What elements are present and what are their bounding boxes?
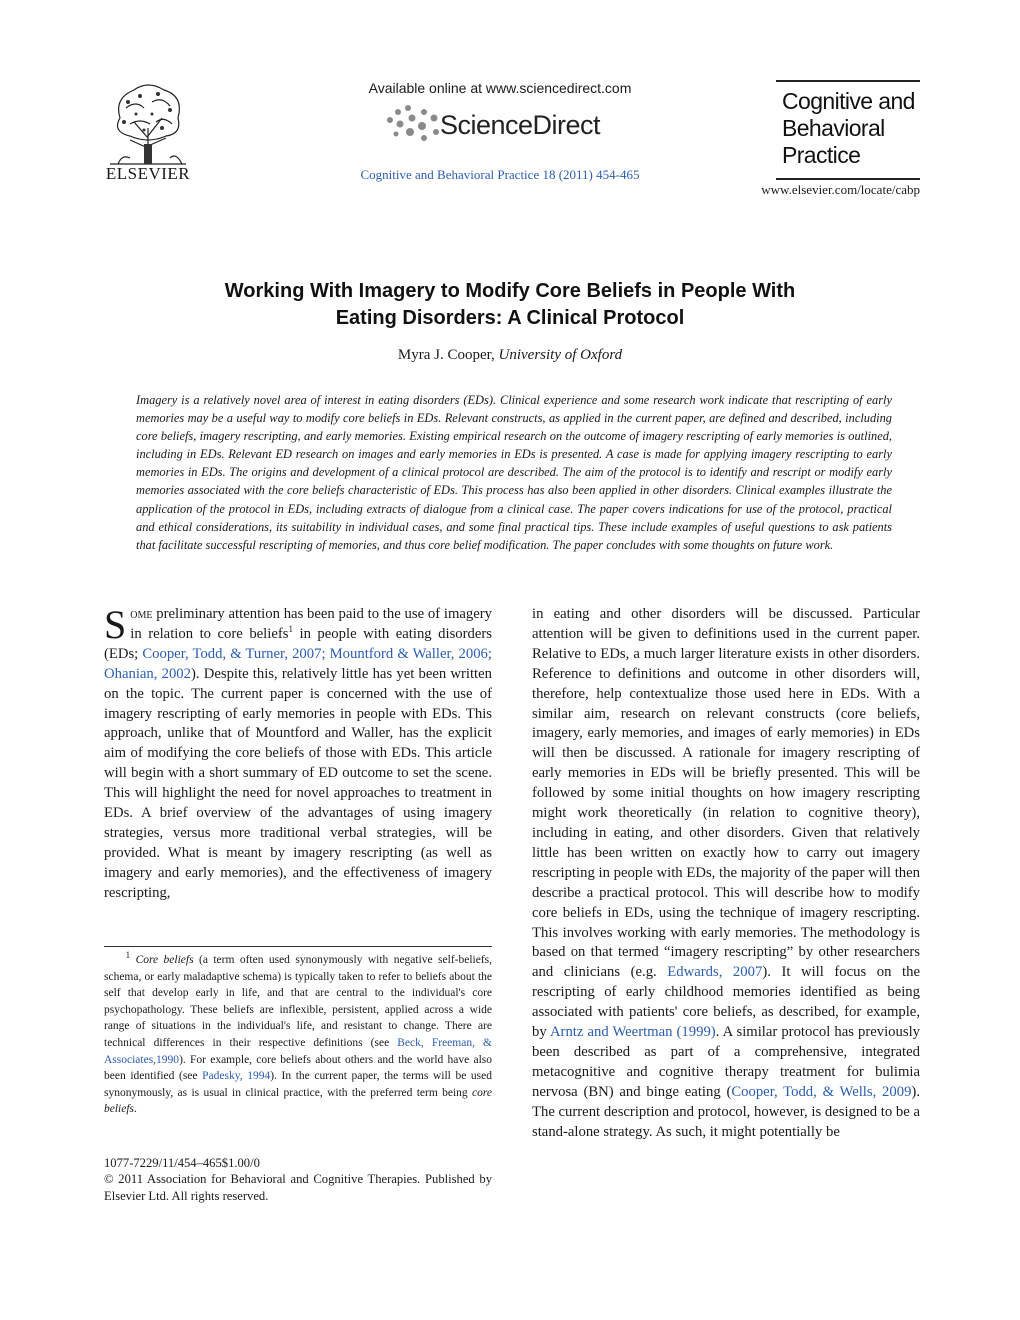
available-online-text: Available online at www.sciencedirect.com [368,80,632,96]
body-text: ). Despite this, relatively little has yet been written on the topic. The current paper is concerned with the use of imagery rescripting of early memories in people with EDs. This approach, unlike that of Mountford and Waller, has the explicit aim of modifying the core beliefs of those with EDs. This article will begin with a short summary of ED outcome to set the scene. This will highlight the need for novel approaches to treatment in EDs. A brief overview of the advantages of using imagery strategies, versus more traditional verbal strategies, will be provided. What is meant by imagery rescripting (as well as imagery and early memories), and the effectiveness of imagery rescripting, [104,665,492,901]
body-column-right [532,605,920,1142]
footnote-text: (a term often used synonymously with negative self-beliefs, schema, or early maladaptive schema) is typically taken to refer to beliefs about the self that develop early in life, and that are central to the individual's core psychopathology. These beliefs are inflexible, persistent, applied across a wide range of situations in the individual's life, and resistant to change. There are technical differences in their respective definitions (see [104,954,493,1049]
footnote-text: . [134,1103,137,1116]
citation-link[interactable]: Padesky, 1994 [202,1070,271,1083]
title-line-2: Eating Disorders: A Clinical Protocol [335,307,685,329]
journal-title-box [776,80,920,180]
body-text: ). It will focus on the rescripting of early childhood memories identified as being associated with patients' core beliefs, as described, for example, by [532,964,920,1041]
footnote-term: core beliefs [104,1086,492,1116]
journal-title-line-2: Behavioral [782,115,885,141]
footnote-marker[interactable]: 1 [288,624,293,635]
body-text: ). The current description and protocol, however, is designed to be a stand-alone strategy. As such, it might potentially be [532,1083,920,1140]
footnote-text: ). For example, core beliefs about others and the world have also been identified (see [104,1053,492,1083]
footnote [104,952,492,1118]
citation-link[interactable]: Edwards, 2007 [667,964,763,981]
citation-link[interactable]: Cooper, Todd, & Turner, 2007; Mountford & Waller, 2006; Ohanian, 2002 [104,645,492,682]
article-title [160,278,860,332]
body-text: in people with eating disorders (EDs; [104,625,492,662]
platform-name: ScienceDirect [440,110,601,140]
copyright-notice: © 2011 Association for Behavioral and Cognitive Therapies. Published by Elsevier Ltd. All rights reserved. [104,1172,492,1203]
author-line [160,347,860,364]
drop-cap: S [104,602,127,647]
small-caps-lead: ome [130,606,153,622]
footnote-divider [104,946,492,947]
issn-line: 1077-7229/11/454–465$1.00/0 [104,1156,260,1170]
body-text: in eating and other disorders will be discussed. Particular attention will be given to definitions used in the current paper. Relative to EDs, a much larger literature exists in other disorders. Reference to definitions and outcome in other disorders will, therefore, help contextualize those used here in EDs. With a similar aim, research on relevant constructs (core beliefs, imagery, early memories, and images of early memories) in EDs will then be discussed. A rationale for imagery rescripting of early memories in EDs will be briefly presented. This will be followed by some initial thoughts on how imagery rescripting might work theoretically (in relation to cognitive theory), including in eating, and other disorders. Given that relatively little has been written on exactly how to carry out imagery rescripting in people with EDs, the majority of the paper will then describe a practical protocol. This will describe how to modify core beliefs in EDs, using the technique of imagery rescripting. This involves working with early memories. The methodology is based on that termed “imagery rescripting” by other researchers and clinicians (e.g. [532,606,920,981]
body-text: . A similar protocol has previously been described as part of a comprehensive, integrated metacognitive and cognitive therapy treatment for bulimia nervosa (BN) and binge eating ( [532,1024,920,1100]
citation-link[interactable]: Cooper, Todd, & Wells, 2009 [731,1083,912,1100]
journal-url-link[interactable]: www.elsevier.com/locate/cabp [761,182,920,197]
footnote-text: ). In the current paper, the terms will be used synonymously, as is usual in clinical practice, with the preferred term being [104,1070,492,1099]
author-name: Myra J. Cooper, [397,347,495,363]
author-affiliation: University of Oxford [498,347,623,363]
copyright-block [104,1155,492,1204]
citation-link[interactable]: Arntz and Weertman (1999) [549,1024,716,1041]
journal-reference-link[interactable]: Cognitive and Behavioral Practice 18 (2011) 454-465 [360,167,640,182]
body-column-left [104,602,492,904]
journal-title-line-3: Practice [782,142,861,168]
title-line-1: Working With Imagery to Modify Core Beliefs in People With [224,280,796,302]
body-text: preliminary attention has been paid to the use of imagery in relation to core beliefs [130,606,492,642]
footnote-number: 1 [125,950,131,961]
footnote-term: Core beliefs [135,954,194,966]
citation-link[interactable]: Beck, Freeman, & Associates,1990 [104,1036,492,1066]
journal-title-line-1: Cognitive and [782,88,915,114]
abstract: Imagery is a relatively novel area of interest in eating disorders (EDs). Clinical experience and some research work indicate that rescripting of early memories may be a useful way to modify core beliefs in EDs. Relevant constructs, as applied in the current paper, are defined and described, including core beliefs, imagery rescripting, and early memories. Existing empirical research on the outcome of imagery rescripting of early memories is outlined, including in EDs. Relevant ED research on images and early memories in EDs is presented. A case is made for applying imagery rescripting to early memories in EDs. The origins and development of a clinical protocol are described. The aim of the protocol is to identify and rescript or modify early memories associated with the core beliefs characteristic of EDs. This process has also been applied in other disorders. Clinical examples illustrate the application of the protocol in EDs, including extracts of dialogue from a clinical case. The paper covers indications for use of the protocol, practical and ethical considerations, its suitability in individual cases, and some final practical tips. These include examples of useful questions to ask patients that facilitate successful rescripting of memories, and thus core belief modification. The paper concludes with some thoughts on future work. [136,393,892,552]
publisher-logo-text: ELSEVIER [105,164,191,183]
